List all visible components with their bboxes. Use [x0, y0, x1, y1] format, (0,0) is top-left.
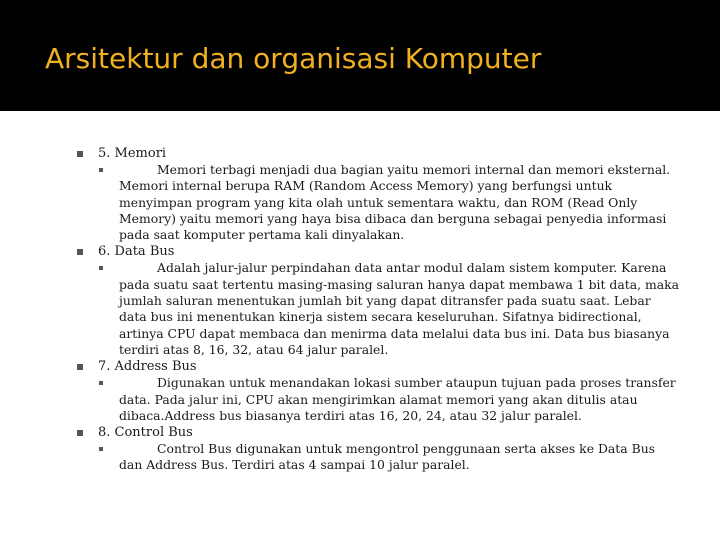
square-bullet-icon	[77, 430, 83, 436]
small-square-bullet-icon	[99, 266, 103, 270]
sub-item	[98, 162, 679, 243]
item-heading: 5. Memori	[98, 146, 167, 161]
item-paragraph: Control Bus digunakan untuk mengontrol penggunaan serta akses ke Data Bus dan Address Bus. Terdiri atas 4 sampai 10 jalur paralel.	[119, 441, 656, 473]
list-item-address-bus	[0, 358, 678, 424]
small-square-bullet-icon	[99, 381, 103, 385]
square-bullet-icon	[77, 364, 83, 370]
slide-content	[0, 145, 720, 474]
list-item-data-bus	[0, 243, 678, 358]
sub-item	[98, 441, 679, 474]
sub-item	[98, 375, 679, 424]
list-item-memori	[0, 145, 678, 243]
list-item-control-bus	[0, 424, 678, 474]
item-paragraph: Digunakan untuk menandakan lokasi sumber ataupun tujuan pada proses transfer data. Pada jalur ini, CPU akan mengirimkan alamat memori yang akan ditulis atau dibaca.Address bus biasanya terdiri atas 16, 20, 24, atau 32 jalur paralel.	[119, 375, 676, 423]
slide-title: Arsitektur dan organisasi Komputer	[45, 42, 542, 75]
item-heading: 7. Address Bus	[98, 359, 197, 375]
square-bullet-icon	[77, 249, 83, 255]
item-paragraph: Memori terbagi menjadi dua bagian yaitu memori internal dan memori eksternal. Memori internal berupa RAM (Random Access Memory) yang berfungsi untuk menyimpan program yang kita olah untuk sementara waktu, dan ROM (Read Only Memory) yaitu memori yang haya bisa dibaca dan berguna sebagai penyedia informasi pada saat komputer pertama kali dinyalakan.	[119, 162, 671, 243]
small-square-bullet-icon	[99, 447, 103, 451]
item-heading: 6. Data Bus	[98, 244, 175, 260]
small-square-bullet-icon	[99, 168, 103, 172]
item-heading: 8. Control Bus	[98, 425, 193, 441]
item-paragraph: Adalah jalur-jalur perpindahan data antar modul dalam sistem komputer. Karena pada suatu saat tertentu masing-masing saluran hanya dapat membawa 1 bit data, maka jumlah saluran menentukan jumlah bit yang dapat ditransfer pada suatu saat. Lebar data bus ini menentukan kinerja sistem secara keseluruhan. Sifatnya bidirectional, artinya CPU dapat membaca dan menirma data melalui data bus ini. Data bus biasanya terdiri atas 8, 16, 32, atau 64 jalur paralel.	[119, 260, 679, 357]
sub-item	[98, 260, 679, 358]
square-bullet-icon	[77, 151, 83, 157]
